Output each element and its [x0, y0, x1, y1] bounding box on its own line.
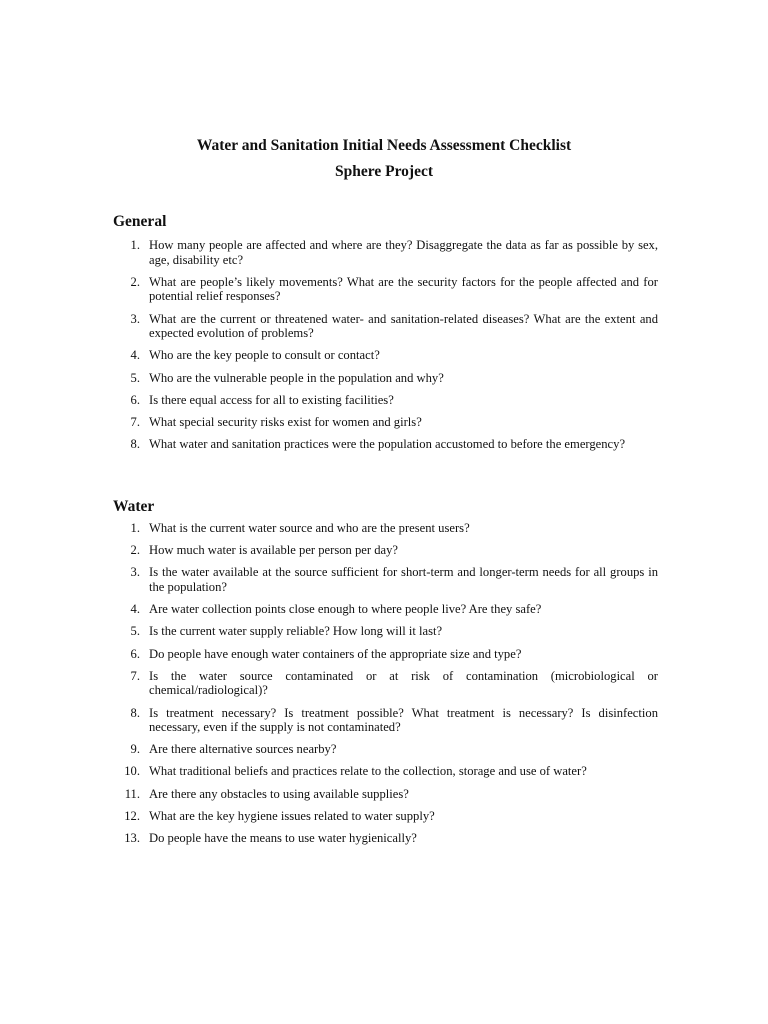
question-text: What are the key hygiene issues related to water supply?: [149, 808, 435, 823]
water-question-item: [113, 831, 658, 846]
question-number: 13.: [124, 831, 140, 846]
document-title: Water and Sanitation Initial Needs Assessment Checklist: [196, 137, 572, 154]
question-text: What are the current or threatened water- and sanitation-related diseases? What are the extent and expected evolution of problems?: [149, 311, 658, 341]
water-question-list: [113, 521, 658, 853]
question-text: Do people have enough water containers of the appropriate size and type?: [149, 646, 522, 661]
general-question-item: [113, 348, 658, 363]
general-question-item: [113, 415, 658, 430]
question-number: 9.: [130, 742, 140, 757]
document-subtitle: Sphere Project: [335, 163, 433, 180]
question-text: Who are the key people to consult or contact?: [149, 348, 380, 363]
general-question-item: [113, 275, 658, 304]
question-number: 7.: [130, 414, 140, 429]
question-number: 2.: [130, 274, 140, 289]
water-question-item: [113, 669, 658, 698]
question-number: 8.: [130, 437, 140, 452]
water-question-item: [113, 809, 658, 824]
question-text: Do people have the means to use water hygienically?: [149, 831, 417, 846]
question-number: 7.: [130, 668, 140, 683]
question-number: 8.: [130, 705, 140, 720]
water-question-item: [113, 647, 658, 662]
section-heading-water: Water: [113, 498, 155, 515]
water-question-item: [113, 787, 658, 802]
water-question-item: [113, 521, 658, 536]
water-question-item: [113, 602, 658, 617]
question-text: Who are the vulnerable people in the population and why?: [149, 370, 444, 385]
question-text: What are people’s likely movements? What are the security factors for the people affected and for potential relief responses?: [149, 274, 658, 304]
question-text: What water and sanitation practices were the population accustomed to before the emergency?: [149, 437, 626, 452]
question-number: 6.: [130, 392, 140, 407]
water-question-item: [113, 764, 658, 779]
question-text: Are there any obstacles to using available supplies?: [149, 786, 409, 801]
question-text: Is treatment necessary? Is treatment possible? What treatment is necessary? Is disinfection necessary, even if the supply is not contaminated?: [149, 705, 658, 735]
question-text: What special security risks exist for women and girls?: [149, 414, 422, 429]
question-text: What traditional beliefs and practices relate to the collection, storage and use of water?: [149, 764, 587, 779]
question-text: How much water is available per person per day?: [149, 543, 398, 558]
general-question-item: [113, 371, 658, 386]
question-number: 3.: [130, 311, 140, 326]
water-question-item: [113, 742, 658, 757]
question-number: 5.: [130, 624, 140, 639]
question-number: 11.: [124, 786, 140, 801]
section-heading-general: General: [113, 213, 167, 230]
general-question-item: [113, 312, 658, 341]
question-number: 3.: [130, 565, 140, 580]
question-number: 6.: [130, 646, 140, 661]
general-question-item: [113, 238, 658, 267]
water-question-item: [113, 543, 658, 558]
question-text: Are there alternative sources nearby?: [149, 742, 337, 757]
general-question-item: [113, 393, 658, 408]
question-number: 1.: [130, 238, 140, 252]
water-question-item: [113, 706, 658, 735]
question-number: 12.: [124, 808, 140, 823]
general-question-item: [113, 437, 658, 452]
question-text: What is the current water source and who are the present users?: [149, 521, 470, 535]
water-question-item: [113, 624, 658, 639]
question-number: 4.: [130, 348, 140, 363]
question-text: Are water collection points close enough to where people live? Are they safe?: [149, 602, 542, 617]
question-number: 1.: [130, 521, 140, 535]
question-text: How many people are affected and where are they? Disaggregate the data as far as possible by sex, age, disability etc?: [149, 238, 658, 267]
question-number: 2.: [130, 543, 140, 558]
question-text: Is the current water supply reliable? How long will it last?: [149, 624, 443, 639]
question-number: 4.: [130, 602, 140, 617]
question-text: Is there equal access for all to existing facilities?: [149, 392, 394, 407]
question-text: Is the water available at the source sufficient for short-term and longer-term needs for all groups in the population?: [149, 565, 658, 594]
water-question-item: [113, 565, 658, 594]
question-text: Is the water source contaminated or at risk of contamination (microbiological or chemical/radiological)?: [149, 668, 658, 698]
question-number: 10.: [124, 764, 140, 779]
general-question-list: [113, 238, 658, 459]
question-number: 5.: [130, 370, 140, 385]
